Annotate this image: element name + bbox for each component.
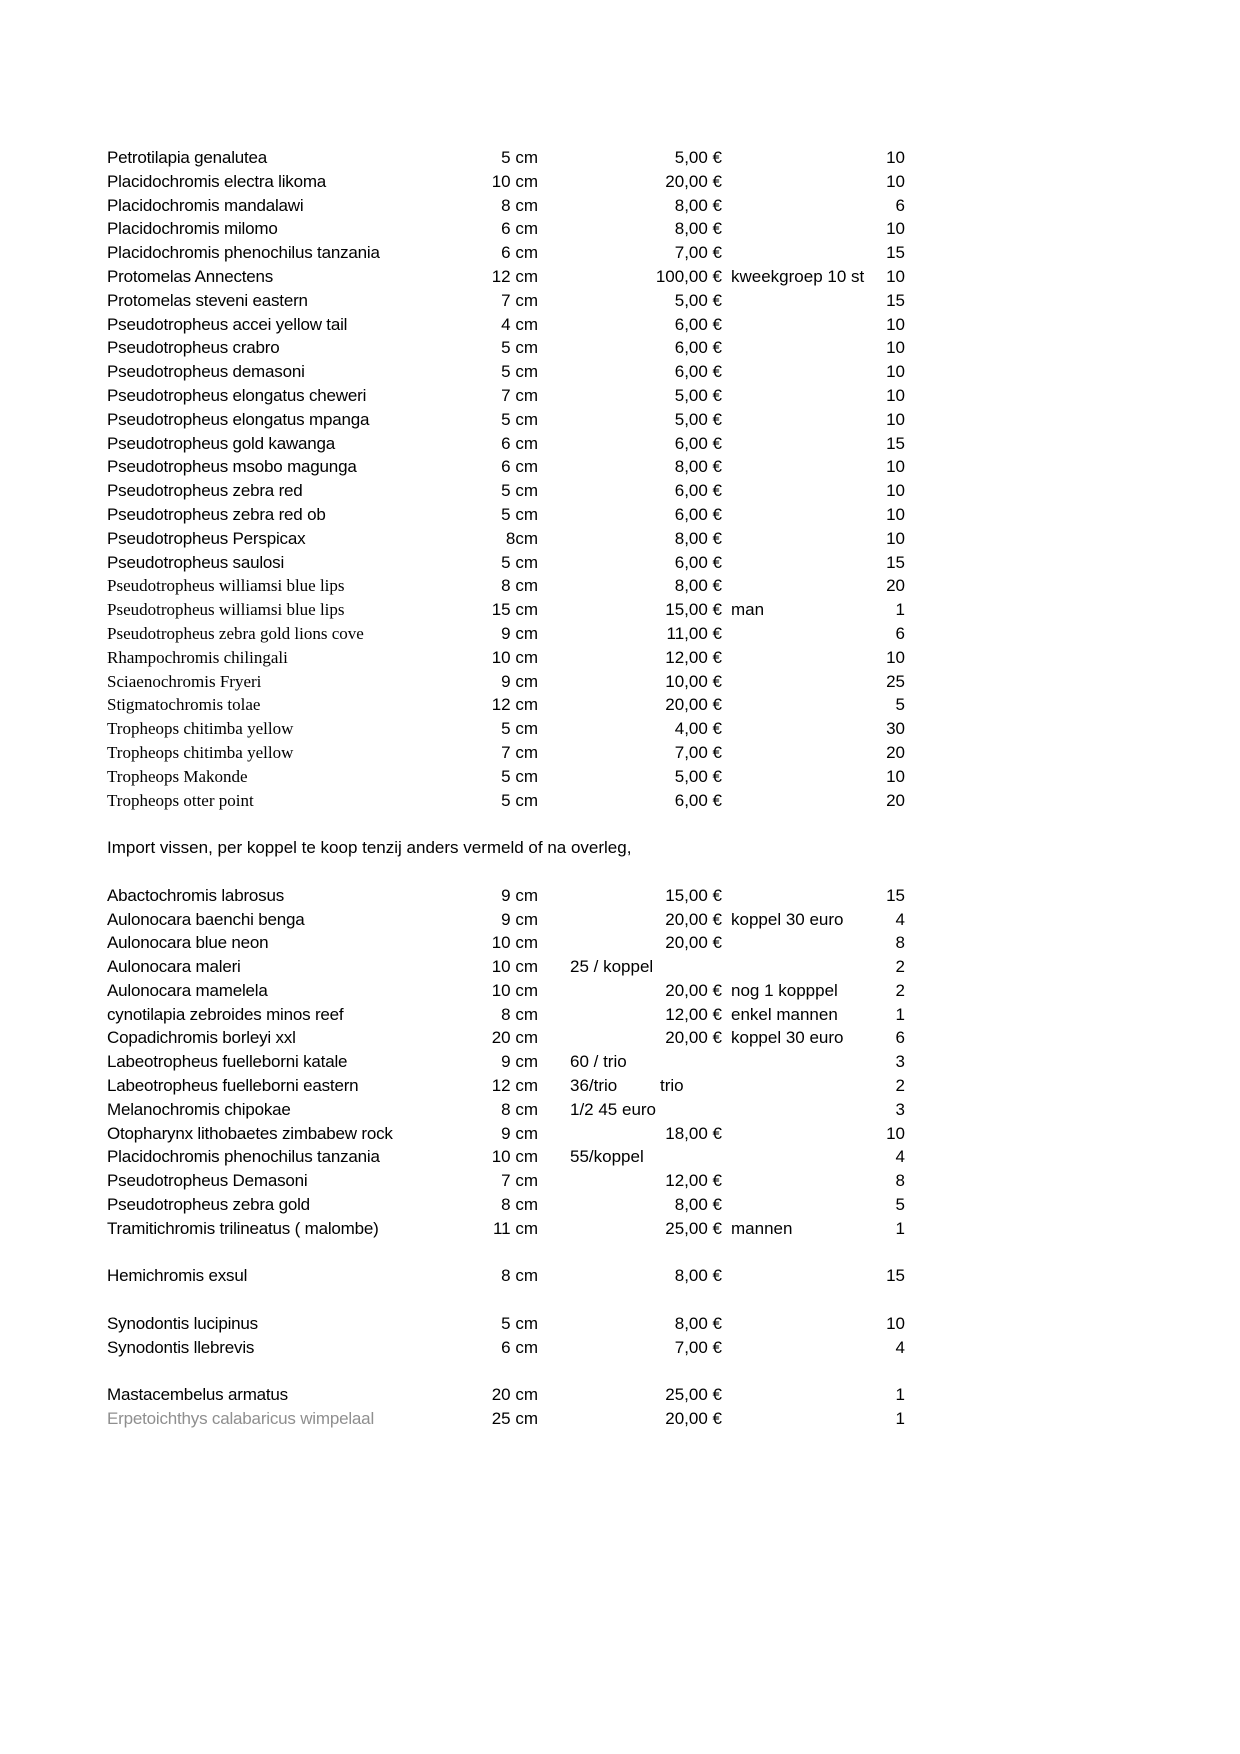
fish-name-cell: Pseudotropheus zebra red ob bbox=[107, 504, 326, 524]
price-cell: 20,00 € bbox=[665, 695, 722, 715]
fish-row bbox=[0, 1217, 1240, 1241]
quantity-cell: 2 bbox=[895, 1076, 905, 1096]
size-cell: 8 cm bbox=[501, 1266, 538, 1286]
quantity-cell: 1 bbox=[895, 1385, 905, 1405]
size-cell: 12 cm bbox=[491, 266, 538, 286]
price-cell: 20,00 € bbox=[665, 1028, 722, 1048]
price-note-cell: enkel mannen bbox=[731, 1004, 838, 1024]
fish-row bbox=[0, 1312, 1240, 1336]
size-cell: 5 cm bbox=[501, 766, 538, 786]
price-cell: 100,00 € bbox=[655, 266, 722, 286]
price-cell: 8,00 € bbox=[674, 1266, 722, 1286]
quantity-cell: 2 bbox=[895, 957, 905, 977]
price-cell: 6,00 € bbox=[674, 362, 722, 382]
fish-row bbox=[0, 265, 1240, 289]
fish-row bbox=[0, 384, 1240, 408]
fish-row bbox=[0, 622, 1240, 646]
size-cell: 8 cm bbox=[501, 1099, 538, 1119]
price-cell: 8,00 € bbox=[674, 1195, 722, 1215]
fish-row bbox=[0, 1169, 1240, 1193]
size-cell: 11 cm bbox=[492, 1218, 538, 1238]
size-cell: 7 cm bbox=[501, 742, 538, 762]
fish-name-cell: Protomelas steveni eastern bbox=[107, 290, 308, 310]
fish-name-cell: Synodontis llebrevis bbox=[107, 1337, 255, 1357]
fish-row bbox=[0, 1145, 1240, 1169]
fish-row bbox=[0, 1336, 1240, 1360]
quantity-cell: 6 bbox=[895, 195, 905, 215]
size-cell: 10 cm bbox=[491, 933, 538, 953]
fish-name-cell: Sciaenochromis Fryeri bbox=[107, 671, 262, 691]
fish-row bbox=[0, 598, 1240, 622]
price-cell: 20,00 € bbox=[665, 1409, 722, 1429]
mid-note-cell: 25 / koppel bbox=[570, 957, 654, 977]
price-cell: 6,00 € bbox=[674, 790, 722, 810]
price-cell: 7,00 € bbox=[674, 1337, 722, 1357]
fish-row bbox=[0, 1050, 1240, 1074]
fish-name-cell: Pseudotropheus williamsi blue lips bbox=[107, 600, 345, 620]
price-cell: 5,00 € bbox=[674, 766, 722, 786]
fish-name-cell: Pseudotropheus Perspicax bbox=[107, 528, 306, 548]
blank-row bbox=[0, 812, 1240, 836]
fish-name-cell: Pseudotropheus elongatus mpanga bbox=[107, 409, 370, 429]
fish-name-cell: Placidochromis phenochilus tanzania bbox=[107, 243, 380, 263]
quantity-cell: 10 bbox=[886, 409, 905, 429]
fish-row bbox=[0, 908, 1240, 932]
size-cell: 10 cm bbox=[491, 957, 538, 977]
quantity-cell: 10 bbox=[886, 1123, 905, 1143]
price-cell: 25,00 € bbox=[665, 1218, 722, 1238]
fish-row bbox=[0, 336, 1240, 360]
fish-row bbox=[0, 217, 1240, 241]
fish-name-cell: Pseudotropheus gold kawanga bbox=[107, 433, 336, 453]
price-cell: 15,00 € bbox=[665, 600, 722, 620]
price-cell: 18,00 € bbox=[665, 1123, 722, 1143]
quantity-cell: 10 bbox=[886, 528, 905, 548]
fish-name-cell: Tropheops otter point bbox=[107, 790, 254, 810]
quantity-cell: 10 bbox=[886, 385, 905, 405]
fish-name-cell: Synodontis lucipinus bbox=[107, 1314, 258, 1334]
fish-row bbox=[0, 1193, 1240, 1217]
quantity-cell: 8 bbox=[895, 933, 905, 953]
quantity-cell: 6 bbox=[895, 1028, 905, 1048]
price-note-cell: mannen bbox=[731, 1218, 793, 1238]
size-cell: 10 cm bbox=[491, 171, 538, 191]
fish-name-cell: Tropheops chitimba yellow bbox=[107, 719, 294, 739]
fish-row bbox=[0, 789, 1240, 813]
fish-name-cell: Pseudotropheus zebra gold lions cove bbox=[107, 623, 364, 643]
fish-name-cell: Rhampochromis chilingali bbox=[107, 647, 288, 667]
size-cell: 8 cm bbox=[501, 576, 538, 596]
size-cell: 5 cm bbox=[501, 719, 538, 739]
quantity-cell: 10 bbox=[886, 362, 905, 382]
size-cell: 5 cm bbox=[501, 338, 538, 358]
fish-row bbox=[0, 503, 1240, 527]
size-cell: 5 cm bbox=[501, 790, 538, 810]
quantity-cell: 10 bbox=[886, 148, 905, 167]
size-cell: 20 cm bbox=[491, 1028, 538, 1048]
size-cell: 8 cm bbox=[501, 195, 538, 215]
fish-row bbox=[0, 527, 1240, 551]
quantity-cell: 10 bbox=[886, 219, 905, 239]
price-cell: 12,00 € bbox=[665, 1171, 722, 1191]
quantity-cell: 20 bbox=[886, 790, 905, 810]
fish-row bbox=[0, 455, 1240, 479]
size-cell: 8 cm bbox=[501, 1195, 538, 1215]
fish-row bbox=[0, 765, 1240, 789]
quantity-cell: 8 bbox=[895, 1171, 905, 1191]
quantity-cell: 15 bbox=[886, 1266, 905, 1286]
quantity-cell: 1 bbox=[895, 600, 905, 620]
quantity-cell: 20 bbox=[886, 742, 905, 762]
size-cell: 6 cm bbox=[501, 457, 538, 477]
size-cell: 25 cm bbox=[491, 1409, 538, 1429]
price-cell: 15,00 € bbox=[665, 885, 722, 905]
mid-note-cell: 36/trio bbox=[570, 1076, 618, 1096]
price-cell: 6,00 € bbox=[674, 433, 722, 453]
price-cell: 10,00 € bbox=[665, 671, 722, 691]
quantity-cell: 3 bbox=[895, 1052, 905, 1072]
fish-name-cell: Pseudotropheus elongatus cheweri bbox=[107, 385, 367, 405]
quantity-cell: 10 bbox=[886, 481, 905, 501]
fish-row bbox=[0, 931, 1240, 955]
fish-row bbox=[0, 170, 1240, 194]
fish-row bbox=[0, 1098, 1240, 1122]
size-cell: 9 cm bbox=[501, 909, 538, 929]
fish-row bbox=[0, 574, 1240, 598]
fish-row bbox=[0, 551, 1240, 575]
size-cell: 9 cm bbox=[501, 1123, 538, 1143]
price-cell: 6,00 € bbox=[674, 481, 722, 501]
size-cell: 15 cm bbox=[491, 600, 538, 620]
fish-name-cell: Placidochromis mandalawi bbox=[107, 195, 304, 215]
quantity-cell: 10 bbox=[886, 338, 905, 358]
size-cell: 5 cm bbox=[501, 552, 538, 572]
price-cell: 6,00 € bbox=[674, 314, 722, 334]
fish-name-cell: Melanochromis chipokae bbox=[107, 1099, 291, 1119]
fish-row bbox=[0, 741, 1240, 765]
fish-name-cell: Tropheops chitimba yellow bbox=[107, 742, 294, 762]
quantity-cell: 10 bbox=[886, 1314, 905, 1334]
size-cell: 9 cm bbox=[501, 671, 538, 691]
quantity-cell: 3 bbox=[895, 1099, 905, 1119]
fish-name-cell: Aulonocara maleri bbox=[107, 957, 241, 977]
quantity-cell: 1 bbox=[895, 1409, 905, 1429]
fish-name-cell: Aulonocara blue neon bbox=[107, 933, 269, 953]
size-cell: 6 cm bbox=[501, 1337, 538, 1357]
fish-row bbox=[0, 313, 1240, 337]
price-note-cell: man bbox=[731, 600, 765, 620]
size-cell: 12 cm bbox=[491, 695, 538, 715]
size-cell: 9 cm bbox=[501, 1052, 538, 1072]
price-cell: 20,00 € bbox=[665, 933, 722, 953]
fish-name-cell: Pseudotropheus saulosi bbox=[107, 552, 285, 572]
quantity-cell: 15 bbox=[886, 552, 905, 572]
fish-name-cell: Mastacembelus armatus bbox=[107, 1385, 288, 1405]
blank-row bbox=[0, 860, 1240, 884]
fish-row bbox=[0, 693, 1240, 717]
size-cell: 10 cm bbox=[491, 980, 538, 1000]
size-cell: 5 cm bbox=[501, 409, 538, 429]
fish-name-cell: Placidochromis electra likoma bbox=[107, 171, 327, 191]
fish-name-cell: Copadichromis borleyi xxl bbox=[107, 1028, 296, 1048]
price-cell: 25,00 € bbox=[665, 1385, 722, 1405]
size-cell: 5 cm bbox=[501, 504, 538, 524]
fish-row bbox=[0, 1407, 1240, 1431]
size-cell: 12 cm bbox=[491, 1076, 538, 1096]
quantity-cell: 6 bbox=[895, 623, 905, 643]
quantity-cell: 10 bbox=[886, 504, 905, 524]
fish-row bbox=[0, 408, 1240, 432]
quantity-cell: 15 bbox=[886, 433, 905, 453]
size-cell: 8cm bbox=[505, 528, 538, 548]
quantity-cell: 10 bbox=[886, 266, 905, 286]
mid-note-cell: 55/koppel bbox=[570, 1147, 644, 1167]
quantity-cell: 15 bbox=[886, 885, 905, 905]
fish-name-cell: Placidochromis phenochilus tanzania bbox=[107, 1147, 380, 1167]
fish-name-cell: Pseudotropheus Demasoni bbox=[107, 1171, 308, 1191]
fish-name-cell: Abactochromis labrosus bbox=[107, 885, 285, 905]
quantity-cell: 30 bbox=[886, 719, 905, 739]
price-cell: 8,00 € bbox=[674, 457, 722, 477]
fish-name-cell: Hemichromis exsul bbox=[107, 1266, 248, 1286]
fish-name-cell: Placidochromis milomo bbox=[107, 219, 278, 239]
fish-row bbox=[0, 1074, 1240, 1098]
price-cell: 8,00 € bbox=[674, 576, 722, 596]
price-note-cell: kweekgroep 10 st bbox=[731, 266, 865, 286]
quantity-cell: 25 bbox=[886, 671, 905, 691]
fish-row bbox=[0, 1003, 1240, 1027]
blank-row bbox=[0, 1241, 1240, 1265]
fish-name-cell: Aulonocara mamelela bbox=[107, 980, 268, 1000]
fish-name-cell: Pseudotropheus accei yellow tail bbox=[107, 314, 348, 334]
fish-name-cell: Otopharynx lithobaetes zimbabew rock bbox=[107, 1123, 393, 1143]
size-cell: 5 cm bbox=[501, 1314, 538, 1334]
size-cell: 5 cm bbox=[501, 362, 538, 382]
quantity-cell: 4 bbox=[895, 1147, 905, 1167]
quantity-cell: 2 bbox=[895, 980, 905, 1000]
fish-name-cell: Pseudotropheus demasoni bbox=[107, 362, 305, 382]
fish-name-cell: Labeotropheus fuelleborni eastern bbox=[107, 1076, 359, 1096]
size-cell: 8 cm bbox=[501, 1004, 538, 1024]
price-cell: 4,00 € bbox=[674, 719, 722, 739]
fish-name-cell: Petrotilapia genalutea bbox=[107, 148, 268, 167]
fish-row bbox=[0, 479, 1240, 503]
fish-row bbox=[0, 289, 1240, 313]
size-cell: 6 cm bbox=[501, 219, 538, 239]
fish-name-cell: Pseudotropheus msobo magunga bbox=[107, 457, 357, 477]
fish-name-cell: Tramitichromis trilineatus ( malombe) bbox=[107, 1218, 379, 1238]
price-cell: 12,00 € bbox=[665, 647, 722, 667]
price-note-cell: nog 1 kopppel bbox=[731, 980, 838, 1000]
fish-row bbox=[0, 194, 1240, 218]
quantity-cell: 5 bbox=[895, 1195, 905, 1215]
size-cell: 4 cm bbox=[501, 314, 538, 334]
price-cell: 20,00 € bbox=[665, 909, 722, 929]
price-cell: 8,00 € bbox=[674, 219, 722, 239]
quantity-cell: 10 bbox=[886, 314, 905, 334]
blank-row bbox=[0, 1288, 1240, 1312]
quantity-cell: 10 bbox=[886, 766, 905, 786]
fish-row bbox=[0, 646, 1240, 670]
fish-row bbox=[0, 360, 1240, 384]
price-cell: 7,00 € bbox=[674, 243, 722, 263]
price-cell: 5,00 € bbox=[674, 290, 722, 310]
fish-name-cell: Labeotropheus fuelleborni katale bbox=[107, 1052, 348, 1072]
price-cell: 20,00 € bbox=[665, 980, 722, 1000]
fish-name-cell: Pseudotropheus williamsi blue lips bbox=[107, 576, 345, 596]
fish-name-cell: Protomelas Annectens bbox=[107, 266, 274, 286]
price-cell: 6,00 € bbox=[674, 338, 722, 358]
size-cell: 9 cm bbox=[501, 623, 538, 643]
price-cell: 12,00 € bbox=[665, 1004, 722, 1024]
section-note-row bbox=[0, 836, 1240, 860]
fish-row bbox=[0, 432, 1240, 456]
fish-name-cell: Aulonocara baenchi benga bbox=[107, 909, 305, 929]
fish-name-cell: cynotilapia zebroides minos reef bbox=[107, 1004, 344, 1024]
size-cell: 7 cm bbox=[501, 290, 538, 310]
size-cell: 6 cm bbox=[501, 243, 538, 263]
price-cell: 5,00 € bbox=[674, 148, 722, 167]
fish-name-cell: Pseudotropheus zebra gold bbox=[107, 1195, 310, 1215]
size-cell: 9 cm bbox=[501, 885, 538, 905]
fish-row bbox=[0, 979, 1240, 1003]
price-list-rows bbox=[0, 146, 1240, 1431]
fish-row bbox=[0, 1383, 1240, 1407]
price-cell: 5,00 € bbox=[674, 385, 722, 405]
quantity-cell: 5 bbox=[895, 695, 905, 715]
size-cell: 5 cm bbox=[501, 481, 538, 501]
price-cell: 11,00 € bbox=[666, 623, 722, 643]
quantity-cell: 15 bbox=[886, 290, 905, 310]
size-cell: 10 cm bbox=[491, 1147, 538, 1167]
quantity-cell: 4 bbox=[895, 1337, 905, 1357]
price-cell: 8,00 € bbox=[674, 1314, 722, 1334]
mid-note2-cell: trio bbox=[660, 1076, 684, 1096]
quantity-cell: 20 bbox=[886, 576, 905, 596]
size-cell: 6 cm bbox=[501, 433, 538, 453]
size-cell: 10 cm bbox=[491, 647, 538, 667]
price-note-cell: koppel 30 euro bbox=[731, 1028, 844, 1048]
fish-row bbox=[0, 670, 1240, 694]
fish-row bbox=[0, 1122, 1240, 1146]
fish-name-cell: Tropheops Makonde bbox=[107, 766, 248, 786]
fish-name-cell: Pseudotropheus crabro bbox=[107, 338, 280, 358]
quantity-cell: 10 bbox=[886, 457, 905, 477]
quantity-cell: 10 bbox=[886, 647, 905, 667]
fish-row bbox=[0, 717, 1240, 741]
fish-name-cell: Erpetoichthys calabaricus wimpelaal bbox=[107, 1409, 375, 1429]
import-section-note: Import vissen, per koppel te koop tenzij anders vermeld of na overleg, bbox=[107, 838, 632, 858]
fish-row bbox=[0, 884, 1240, 908]
price-cell: 8,00 € bbox=[674, 195, 722, 215]
quantity-cell: 15 bbox=[886, 243, 905, 263]
size-cell: 5 cm bbox=[501, 148, 538, 167]
price-note-cell: koppel 30 euro bbox=[731, 909, 844, 929]
quantity-cell: 1 bbox=[895, 1218, 905, 1238]
blank-row bbox=[0, 1360, 1240, 1384]
quantity-cell: 4 bbox=[895, 909, 905, 929]
quantity-cell: 1 bbox=[895, 1004, 905, 1024]
fish-name-cell: Stigmatochromis tolae bbox=[107, 695, 261, 715]
mid-note-cell: 60 / trio bbox=[570, 1052, 627, 1072]
price-cell: 20,00 € bbox=[665, 171, 722, 191]
fish-row bbox=[0, 241, 1240, 265]
fish-row bbox=[0, 1264, 1240, 1288]
price-cell: 6,00 € bbox=[674, 504, 722, 524]
fish-row bbox=[0, 955, 1240, 979]
size-cell: 7 cm bbox=[501, 1171, 538, 1191]
size-cell: 7 cm bbox=[501, 385, 538, 405]
mid-note-cell: 1/2 45 euro bbox=[570, 1099, 657, 1119]
quantity-cell: 10 bbox=[886, 171, 905, 191]
size-cell: 20 cm bbox=[491, 1385, 538, 1405]
fish-row bbox=[0, 146, 1240, 170]
price-cell: 6,00 € bbox=[674, 552, 722, 572]
price-cell: 8,00 € bbox=[674, 528, 722, 548]
fish-name-cell: Pseudotropheus zebra red bbox=[107, 481, 303, 501]
fish-row bbox=[0, 1026, 1240, 1050]
price-cell: 7,00 € bbox=[674, 742, 722, 762]
price-cell: 5,00 € bbox=[674, 409, 722, 429]
